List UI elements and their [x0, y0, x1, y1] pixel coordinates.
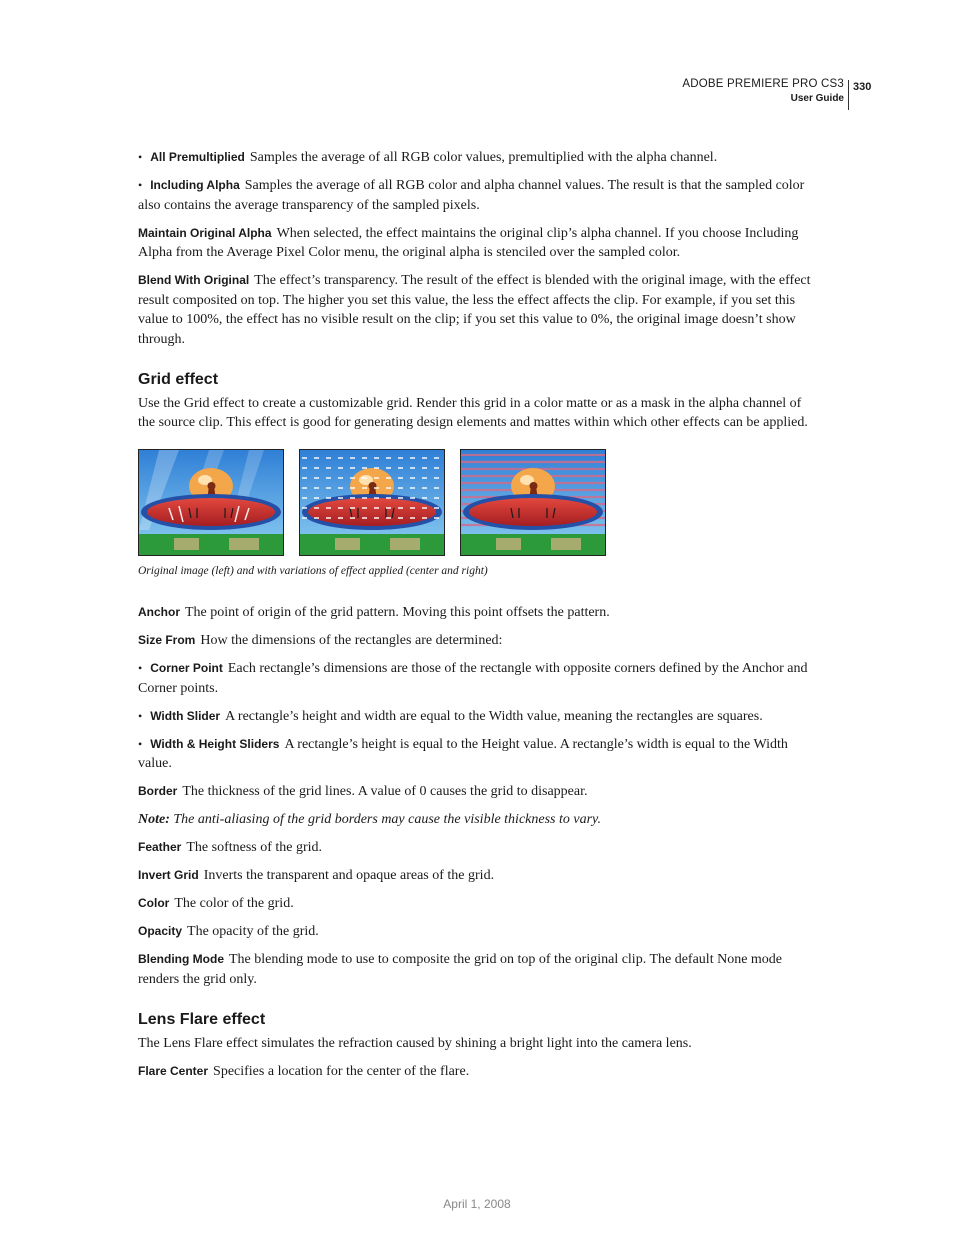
- definition: The point of origin of the grid pattern. Moving this point offsets the pattern.: [185, 605, 610, 620]
- definition: A rectangle’s height and width are equal to the Width value, meaning the rectangles are squares.: [225, 708, 763, 724]
- definition: Samples the average of all RGB color values, premultiplied with the alpha channel.: [249, 150, 718, 165]
- definition: The color of the grid.: [174, 896, 294, 911]
- term: Invert Grid: [138, 868, 199, 882]
- definition-item: [138, 271, 814, 349]
- definition: A rectangle’s height is equal to the Height value. A rectangle’s width is equal to the Width value.: [138, 736, 788, 771]
- section-heading-lens-flare: Lens Flare effect: [138, 1011, 266, 1028]
- definition: Each rectangle’s dimensions are those of the rectangle with opposite corners defined by the Anchor and Corner points.: [138, 661, 808, 696]
- term: Flare Center: [138, 1063, 209, 1078]
- definition-item: [138, 603, 814, 623]
- lens-intro: The Lens Flare effect simulates the refraction caused by shining a bright light into the camera lens.: [138, 1035, 692, 1051]
- figure-row: [138, 449, 814, 556]
- definition: How the dimensions of the rectangles are determined:: [200, 633, 503, 648]
- definition: The effect’s transparency. The result of the effect is blended with the original image, with the effect result composited on top. The higher you set this value, the less the effect affects the clip. For example, if you set this value to 100%, the effect has no visible result on the clip; if you set this value to 0%, the original image doesn’t show through.: [138, 273, 811, 347]
- term: Opacity: [138, 924, 183, 938]
- list-item: [138, 735, 814, 774]
- term: Including Alpha: [150, 178, 240, 192]
- product-name: ADOBE PREMIERE PRO CS3: [682, 78, 844, 90]
- definition: Specifies a location for the center of the flare.: [213, 1063, 470, 1079]
- note-text: The anti-aliasing of the grid borders may cause the visible thickness to vary.: [173, 812, 601, 827]
- figure-grid-center: [299, 449, 445, 556]
- term: Border: [138, 784, 178, 798]
- note-label: Note:: [138, 812, 170, 827]
- definition-item: [138, 950, 814, 989]
- figure-original-image: [138, 449, 284, 556]
- definition: Samples the average of all RGB color and alpha channel values. The result is that the sampled color also contains the average transparency of the sampled pixels.: [138, 178, 805, 213]
- definition-item: [138, 224, 814, 263]
- section-heading-grid: Grid effect: [138, 371, 219, 388]
- term: Color: [138, 896, 170, 910]
- term: Anchor: [138, 605, 180, 619]
- figure-grid-right: [460, 449, 606, 556]
- list-item: [138, 707, 814, 727]
- definition-item: [138, 922, 814, 942]
- definition: When selected, the effect maintains the original clip’s alpha channel. If you choose Including Alpha from the Average Pixel Color menu, the original alpha is stenciled over the sampled color.: [138, 225, 799, 260]
- page-content: [138, 148, 814, 1090]
- footer-date: April 1, 2008: [443, 1197, 511, 1211]
- figure-caption: Original image (left) and with variations of effect applied (center and right): [138, 564, 488, 577]
- term: Width & Height Sliders: [150, 736, 280, 751]
- definition: The softness of the grid.: [186, 840, 323, 855]
- term: Width Slider: [150, 708, 221, 723]
- page-number: 330: [848, 80, 871, 110]
- definition-item: [138, 838, 814, 858]
- term: Feather: [138, 840, 182, 854]
- definition-item: [138, 782, 814, 802]
- list-item: [138, 659, 814, 698]
- term: Maintain Original Alpha: [138, 225, 272, 240]
- definition: Inverts the transparent and opaque areas of the grid.: [203, 868, 495, 883]
- grid-intro: Use the Grid effect to create a customizable grid. Render this grid in a color matte or as a mask in the alpha channel of the source clip. This effect is good for generating design elements and mattes within which other effects can be applied.: [138, 395, 808, 430]
- term: Blending Mode: [138, 952, 224, 966]
- definition-item: [138, 894, 814, 914]
- definition: The opacity of the grid.: [187, 924, 319, 939]
- term: Size From: [138, 633, 196, 647]
- definition-item: [138, 1062, 814, 1082]
- definition-item: [138, 631, 814, 651]
- definition: The blending mode to use to composite the grid on top of the original clip. The default None mode renders the grid only.: [138, 952, 783, 987]
- list-item: [138, 176, 814, 215]
- definition-item: [138, 866, 814, 886]
- term: All Premultiplied: [150, 150, 245, 164]
- definition: The thickness of the grid lines. A value of 0 causes the grid to disappear.: [182, 784, 588, 799]
- term: Blend With Original: [138, 273, 250, 287]
- guide-name: User Guide: [790, 93, 844, 104]
- list-item: [138, 148, 814, 168]
- term: Corner Point: [150, 661, 223, 675]
- note: [138, 810, 814, 830]
- running-header: [682, 78, 844, 104]
